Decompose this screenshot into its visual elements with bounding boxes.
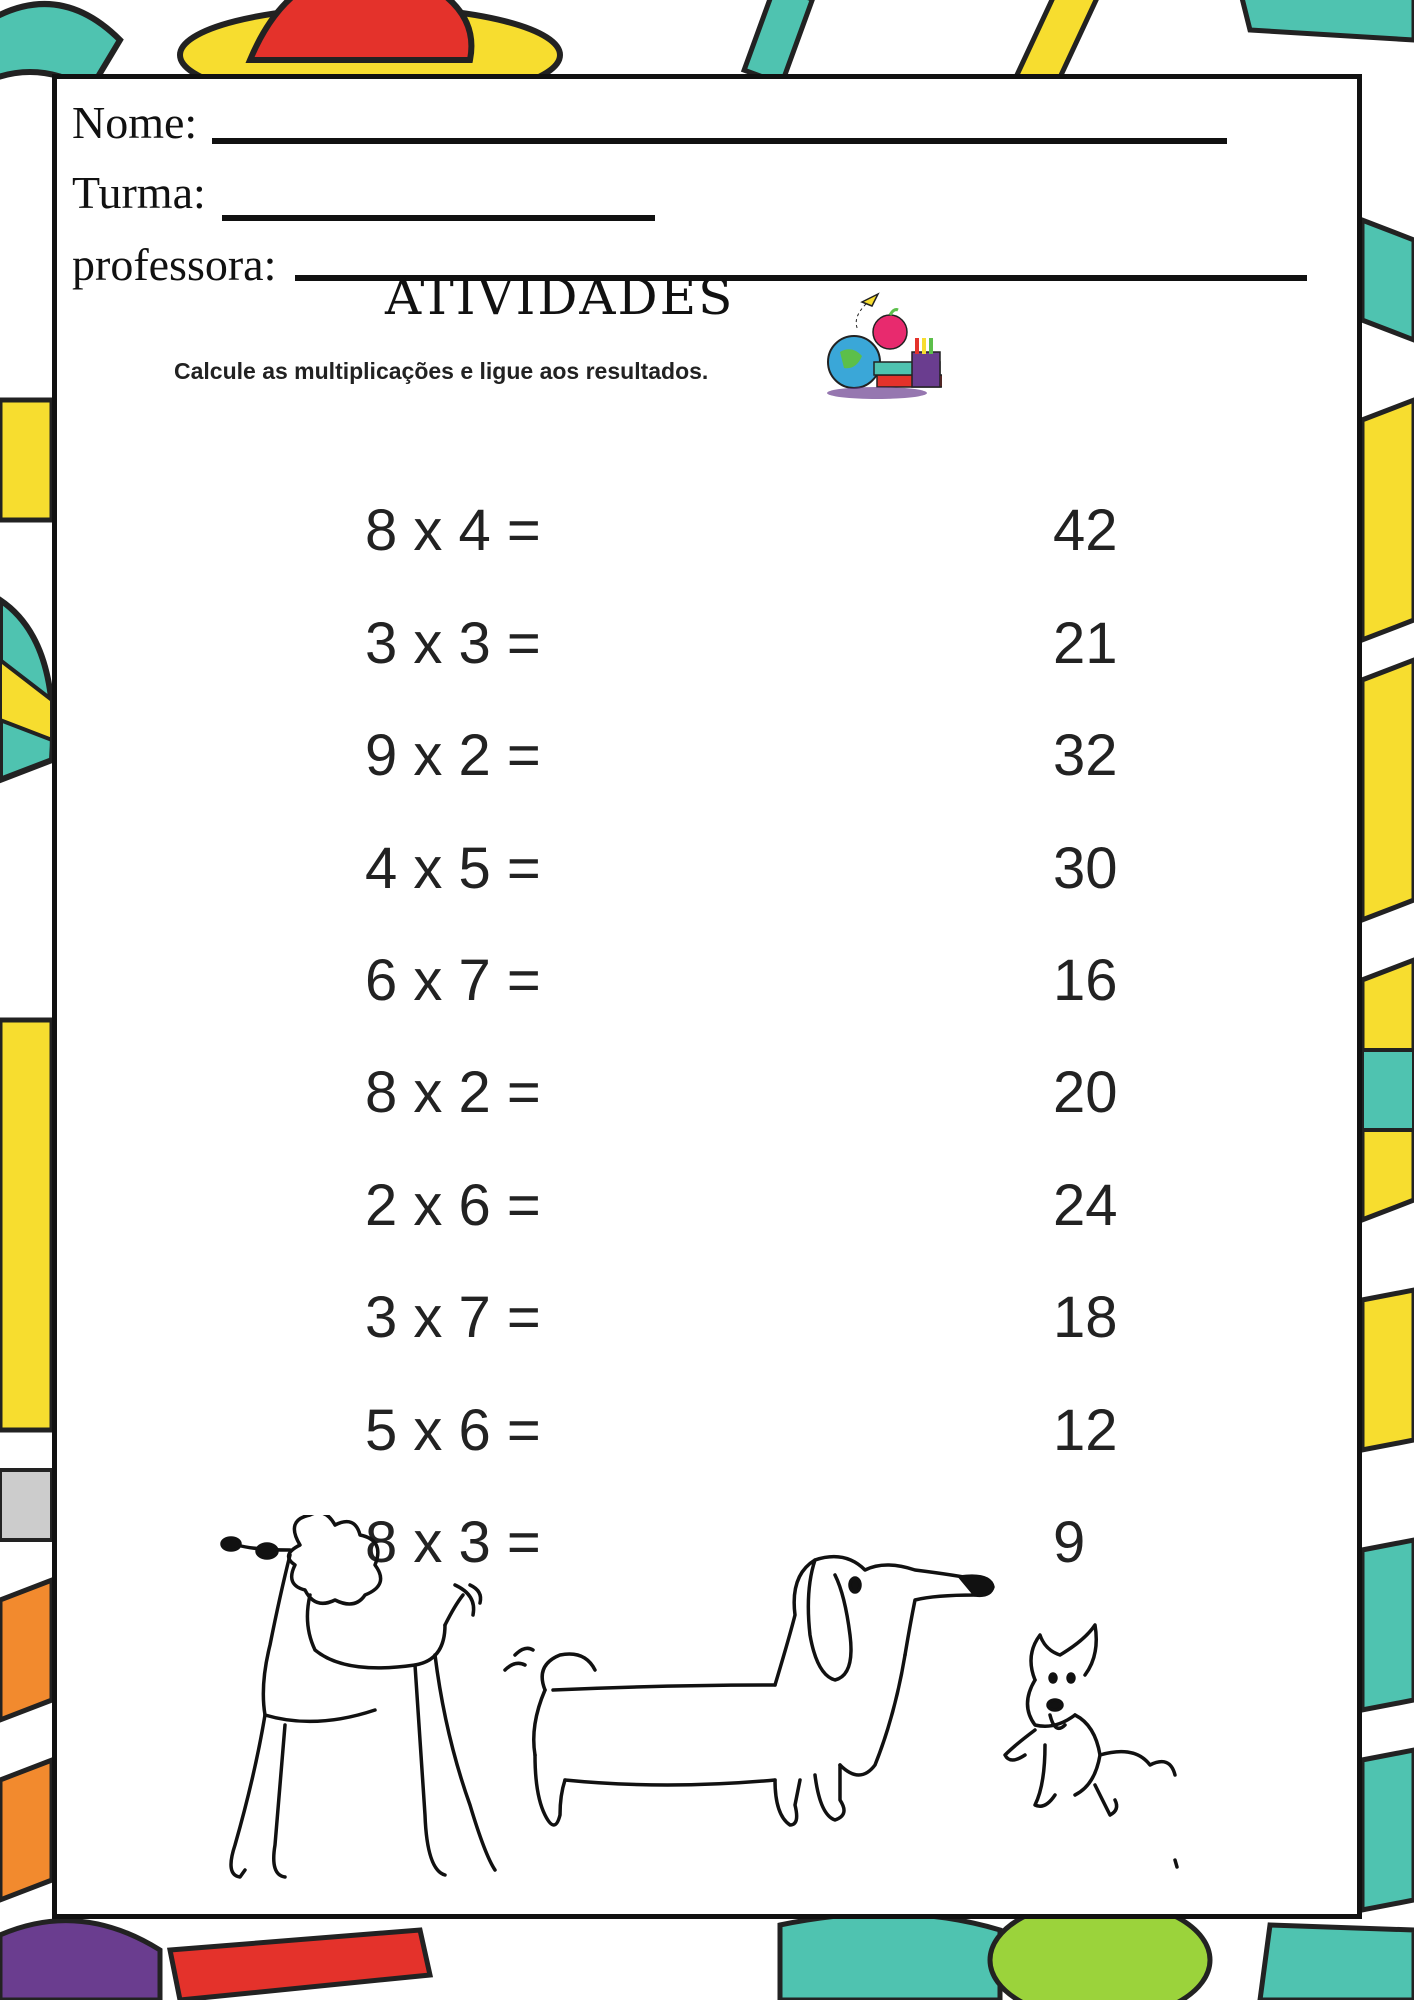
result-7[interactable]: 24: [1053, 1173, 1118, 1238]
result-8[interactable]: 18: [1053, 1285, 1118, 1350]
result-3[interactable]: 32: [1053, 723, 1118, 788]
instruction-text: Calcule as multiplicações e ligue aos resultados.: [174, 358, 709, 384]
page-title: ATIVIDADES: [385, 268, 735, 326]
name-input-line[interactable]: [212, 138, 1227, 144]
equation-1: 8 x 4 =: [365, 498, 541, 563]
result-9[interactable]: 12: [1053, 1398, 1118, 1463]
dogs-illustration: [215, 1515, 1190, 1900]
equation-7: 2 x 6 =: [365, 1173, 541, 1238]
equation-5: 6 x 7 =: [365, 948, 541, 1013]
equation-3: 9 x 2 =: [365, 723, 541, 788]
equation-10: 8 x 3 =: [365, 1510, 541, 1575]
equation-9: 5 x 6 =: [365, 1398, 541, 1463]
dachshund-drawing: [505, 1557, 993, 1825]
poodle-drawing: [222, 1515, 495, 1877]
result-6[interactable]: 20: [1053, 1060, 1118, 1125]
equation-2: 3 x 3 =: [365, 611, 541, 676]
chihuahua-drawing: [1005, 1625, 1177, 1867]
teacher-label: professora:: [72, 239, 277, 290]
result-5[interactable]: 16: [1053, 948, 1118, 1013]
result-2[interactable]: 21: [1053, 611, 1118, 676]
result-10: 9: [1053, 1510, 1086, 1575]
school-supplies-icon: [822, 290, 942, 405]
equation-4: 4 x 5 =: [365, 836, 541, 901]
equation-6: 8 x 2 =: [365, 1060, 541, 1125]
class-label: Turma:: [72, 167, 206, 218]
class-input-line[interactable]: [222, 215, 655, 221]
name-label: Nome:: [72, 97, 198, 148]
result-1[interactable]: 42: [1053, 498, 1118, 563]
equation-8: 3 x 7 =: [365, 1285, 541, 1350]
result-4[interactable]: 30: [1053, 836, 1118, 901]
